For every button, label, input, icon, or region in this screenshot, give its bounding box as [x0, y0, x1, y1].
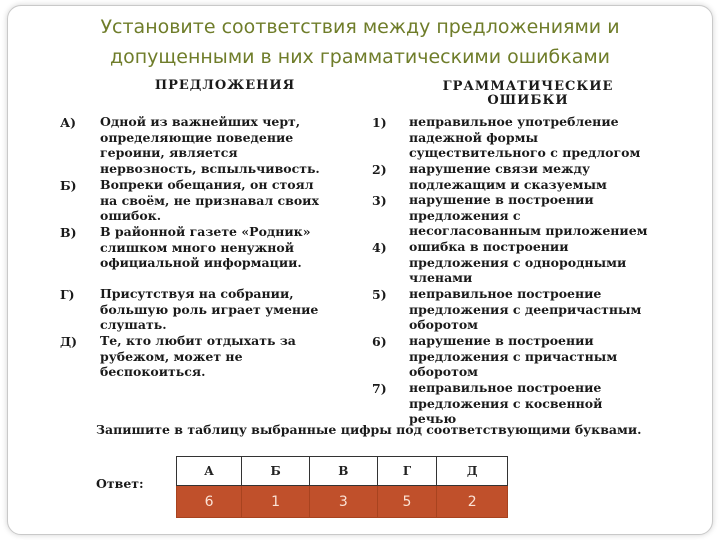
sentence-text: Одной из важнейших черт, определяющие поведение героини, является нервозность, вспыльчивость.	[100, 114, 320, 176]
answer-letter-cell: Г	[377, 457, 437, 486]
answer-letter-cell: Б	[242, 457, 310, 486]
sentences-header: ПРЕДЛОЖЕНИЯ	[154, 78, 296, 93]
error-number: 2)	[372, 162, 387, 177]
error-number: 1)	[372, 115, 387, 130]
answer-values-row	[177, 486, 508, 518]
answer-letter-cell: В	[310, 457, 377, 486]
error-text: неправильное построение предложения с косвенной речью	[409, 380, 603, 427]
error-text: нарушение в построении предложения с несогласованным приложением	[409, 192, 648, 239]
error-number: 7)	[372, 381, 387, 396]
sentence-text: В районной газете «Родник» слишком много ненужной официальной информации.	[100, 224, 311, 271]
answer-value-cell: 1	[242, 486, 310, 518]
answer-value-cell: 6	[177, 486, 242, 518]
sentence-letter: В)	[60, 225, 77, 240]
error-text: нарушение в построении предложения с причастным оборотом	[409, 333, 618, 380]
sentence-text: Те, кто любит отдыхать за рубежом, может не беспокоиться.	[100, 333, 296, 380]
sentence-letter: Б)	[60, 178, 77, 193]
errors-header	[408, 80, 648, 108]
error-text: нарушение связи между подлежащим и сказуемым	[409, 161, 607, 192]
errors-header-line-2: ОШИБКИ	[487, 93, 569, 108]
errors-header-line-1: ГРАММАТИЧЕСКИЕ	[442, 79, 614, 94]
answer-letter-cell: Д	[437, 457, 508, 486]
sentence-text: Вопреки обещания, он стоял на своём, не признавал своих ошибок.	[100, 177, 319, 224]
answer-value-cell: 5	[377, 486, 437, 518]
slide-title	[20, 12, 700, 72]
error-number: 4)	[372, 240, 387, 255]
sentence-letter: Г)	[60, 287, 75, 302]
error-number: 3)	[372, 193, 387, 208]
sentence-letter: А)	[60, 115, 77, 130]
error-text: неправильное употребление падежной формы существительного с предлогом	[409, 114, 641, 161]
answer-table	[176, 456, 508, 518]
answer-label: Ответ:	[96, 476, 144, 491]
sentence-text: Присутствуя на собрании, большую роль играет умение слушать.	[100, 286, 319, 333]
answer-letter-cell: А	[177, 457, 242, 486]
error-number: 6)	[372, 334, 387, 349]
slide-title-line-1: Установите соответствия между предложениями и	[100, 16, 620, 38]
error-text: ошибка в построении предложения с однородными членами	[409, 239, 627, 286]
error-number: 5)	[372, 287, 387, 302]
slide-title-line-2: допущенными в них грамматическими ошибками	[109, 46, 611, 68]
answer-value-cell: 2	[437, 486, 508, 518]
instruction-text: Запишите в таблицу выбранные цифры под соответствующими буквами.	[96, 422, 642, 437]
sentence-letter: Д)	[60, 334, 78, 349]
answer-letters-row	[177, 457, 508, 486]
error-text: неправильное построение предложения с деепричастным оборотом	[409, 286, 642, 333]
answer-value-cell: 3	[310, 486, 377, 518]
